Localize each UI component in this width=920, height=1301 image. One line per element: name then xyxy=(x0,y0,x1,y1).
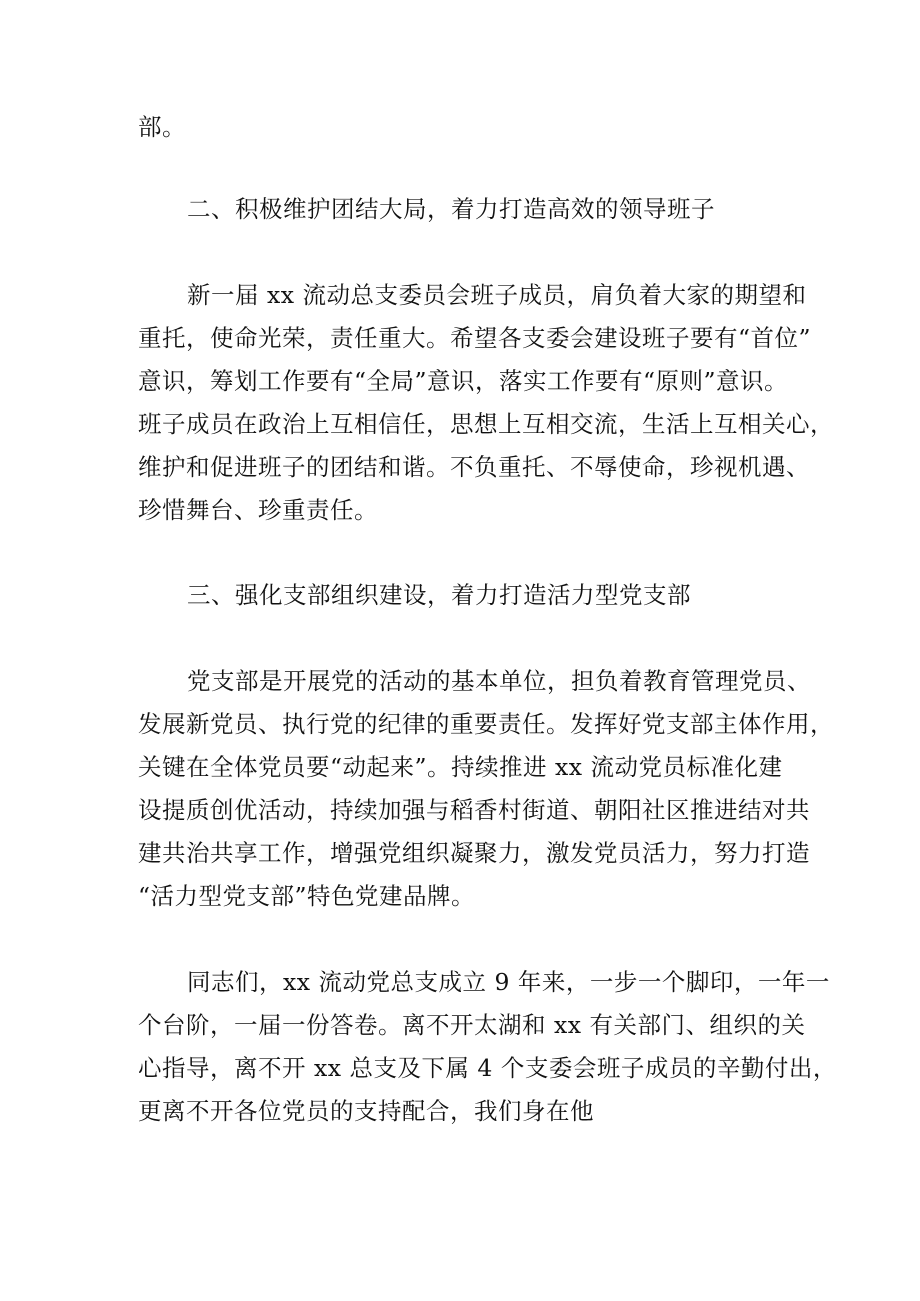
paragraph-end-line: 部。 xyxy=(138,113,186,141)
paragraph-line: 重托，使命光荣，责任重大。希望各支委会建设班子要有“首位” xyxy=(138,324,812,352)
paragraph-line: 珍惜舞台、珍重责任。 xyxy=(138,496,378,524)
paragraph-line: 关键在全体党员要“动起来”。持续推进 xx 流动党员标准化建 xyxy=(138,753,783,781)
paragraph-line: 设提质创优活动，持续加强与稻香村街道、朝阳社区推进结对共 xyxy=(138,796,810,824)
paragraph-line: 心指导，离不开 xx 总支及下属 4 个支委会班子成员的辛勤付出， xyxy=(138,1054,837,1082)
paragraph-line: 更离不开各位党员的支持配合，我们身在他 xyxy=(138,1097,594,1125)
paragraph-line: 新一届 xx 流动总支委员会班子成员，肩负着大家的期望和 xyxy=(187,281,807,309)
paragraph-line: 党支部是开展党的活动的基本单位，担负着教育管理党员、 xyxy=(187,667,811,695)
paragraph-line: 意识，筹划工作要有“全局”意识，落实工作要有“原则”意识。 xyxy=(138,367,789,395)
paragraph-line: 建共治共享工作，增强党组织凝聚力，激发党员活力，努力打造 xyxy=(138,839,810,867)
paragraph-line: “活力型党支部”特色党建品牌。 xyxy=(138,882,476,910)
section-heading-3: 三、强化支部组织建设，着力打造活力型党支部 xyxy=(187,581,691,609)
paragraph-line: 班子成员在政治上互相信任，思想上互相交流，生活上互相关心， xyxy=(138,410,834,438)
paragraph-line: 同志们，xx 流动党总支成立 9 年来，一步一个脚印，一年一 xyxy=(187,968,830,996)
paragraph-line: 维护和促进班子的团结和谐。不负重托、不辱使命，珍视机遇、 xyxy=(138,453,810,481)
section-heading-2: 二、积极维护团结大局，着力打造高效的领导班子 xyxy=(187,195,715,223)
paragraph-line: 发展新党员、执行党的纪律的重要责任。发挥好党支部主体作用， xyxy=(138,710,834,738)
paragraph-line: 个台阶，一届一份答卷。离不开太湖和 xx 有关部门、组织的关 xyxy=(138,1011,806,1039)
